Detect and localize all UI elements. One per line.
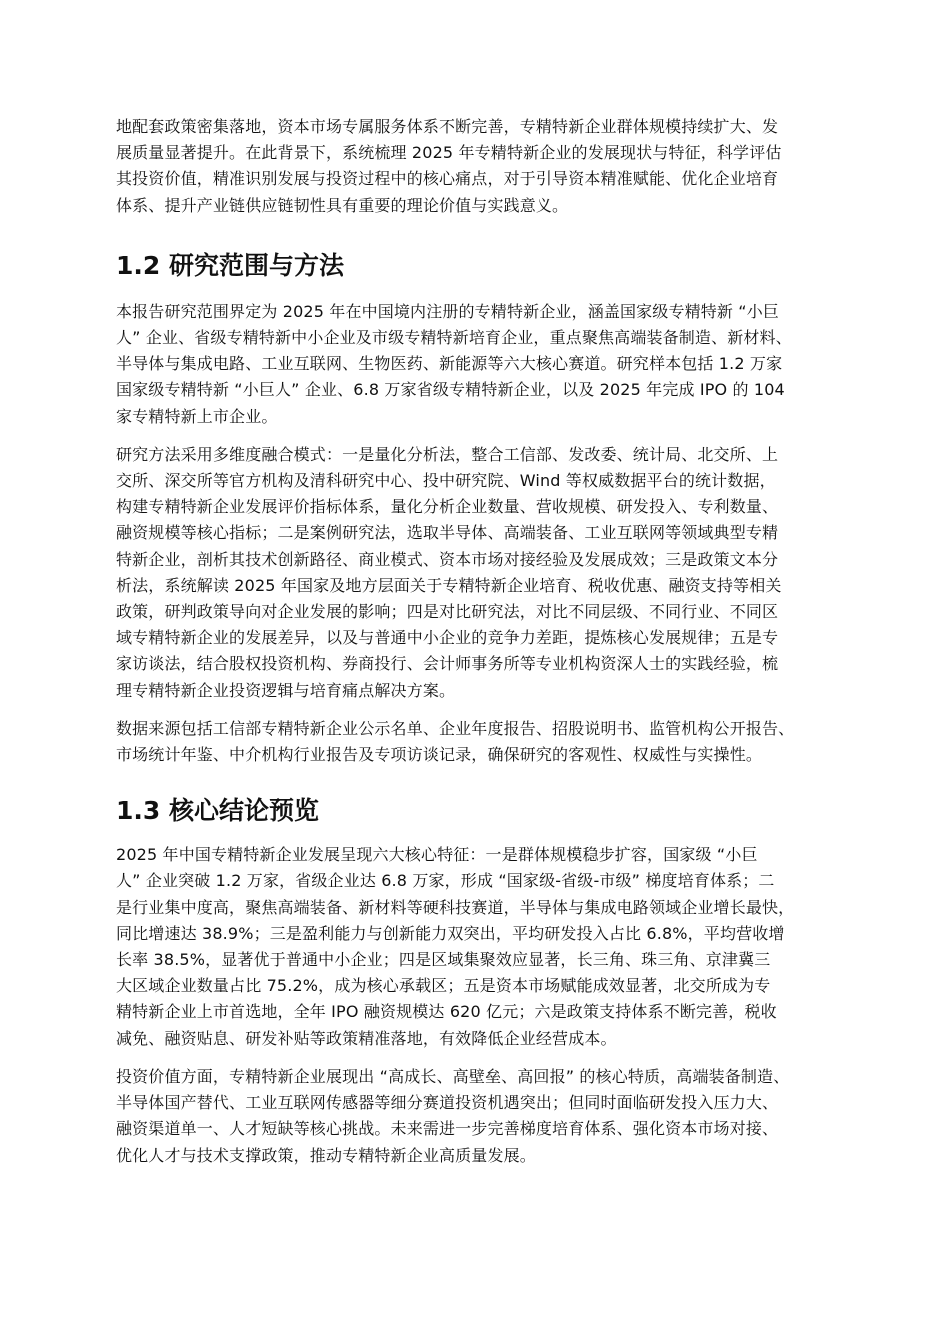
text-line: 特新企业，剖析其技术创新路径、商业模式、资本市场对接经验及发展成效；三是政策文本分 [116, 549, 779, 569]
text-line: 政策，研判政策导向对企业发展的影响；四是对比研究法，对比不同层级、不同行业、不同区 [116, 602, 779, 622]
text-line: 本报告研究范围界定为 2025 年在中国境内注册的专精特新企业，涵盖国家级专精特新 “小巨 [116, 301, 780, 321]
section-heading-1-3: 1.3 核心结论预览 [116, 796, 319, 826]
text-line: 精特新企业上市首选地，全年 IPO 融资规模达 620 亿元；六是政策支持体系不断完善，税收 [116, 1002, 777, 1022]
text-line: 理专精特新企业投资逻辑与培育痛点解决方案。 [116, 680, 456, 700]
text-line: 融资渠道单一、人才短缺等核心挑战。未来需进一步完善梯度培育体系、强化资本市场对接、 [116, 1119, 779, 1139]
text-line: 是行业集中度高，聚焦高端装备、新材料等硬科技赛道，半导体与集成电路领域企业增长最快， [116, 897, 795, 917]
text-line: 2025 年中国专精特新企业发展呈现六大核心特征：一是群体规模稳步扩容，国家级 “小巨 [116, 845, 758, 865]
text-line: 其投资价值，精准识别发展与投资过程中的核心痛点，对于引导资本精准赋能、优化企业培育 [116, 169, 779, 189]
text-line: 同比增速达 38.9%；三是盈利能力与创新能力双突出，平均研发投入占比 6.8%，平均营收增 [116, 923, 785, 943]
text-line: 大区域企业数量占比 75.2%，成为核心承载区；五是资本市场赋能成效显著，北交所成为专 [116, 976, 771, 996]
section-heading-1-2: 1.2 研究范围与方法 [116, 250, 344, 280]
text-line: 研究方法采用多维度融合模式：一是量化分析法，整合工信部、发改委、统计局、北交所、上 [116, 444, 779, 464]
text-line: 人” 企业突破 1.2 万家，省级企业达 6.8 万家，形成 “国家级-省级-市级” 梯度培育体系；二 [116, 871, 775, 891]
text-line: 融资规模等核心指标；二是案例研究法，选取半导体、高端装备、工业互联网等领域典型专精 [116, 523, 779, 543]
text-line: 展质量显著提升。在此背景下，系统梳理 2025 年专精特新企业的发展现状与特征，科学评估 [116, 143, 782, 163]
text-line: 域专精特新企业的发展差异，以及与普通中小企业的竞争力差距，提炼核心发展规律；五是专 [116, 628, 779, 648]
conclusions-paragraph [116, 842, 850, 1052]
text-line: 家专精特新上市企业。 [116, 406, 278, 426]
text-line: 体系、提升产业链供应链韧性具有重要的理论价值与实践意义。 [116, 195, 569, 215]
text-line: 优化人才与技术支撑政策，推动专精特新企业高质量发展。 [116, 1145, 536, 1165]
text-line: 半导体国产替代、工业互联网传感器等细分赛道投资机遇突出；但同时面临研发投入压力大、 [116, 1093, 779, 1113]
text-line: 地配套政策密集落地，资本市场专属服务体系不断完善，专精特新企业群体规模持续扩大、发 [116, 117, 779, 136]
investment-value-paragraph [116, 1064, 850, 1169]
text-line: 家访谈法，结合股权投资机构、券商投行、会计师事务所等专业机构资深人士的实践经验，梳 [116, 654, 779, 674]
data-sources-paragraph [116, 716, 850, 768]
text-line: 减免、融资贴息、研发补贴等政策精准落地，有效降低企业经营成本。 [116, 1028, 617, 1048]
text-line: 投资价值方面，专精特新企业展现出 “高成长、高壁垒、高回报” 的核心特质，高端装备制造、 [116, 1066, 790, 1086]
intro-paragraph [116, 114, 850, 219]
text-line: 析法，系统解读 2025 年国家及地方层面关于专精特新企业培育、税收优惠、融资支持等相关 [116, 575, 782, 595]
text-line: 交所、深交所等官方机构及清科研究中心、投中研究院、Wind 等权威数据平台的统计数据， [116, 471, 776, 491]
text-line: 国家级专精特新 “小巨人” 企业、6.8 万家省级专精特新企业，以及 2025 年完成 IPO 的 104 [116, 380, 785, 400]
text-line: 人” 企业、省级专精特新中小企业及市级专精特新培育企业，重点聚焦高端装备制造、新材料、 [116, 328, 792, 348]
text-line: 市场统计年鉴、中介机构行业报告及专项访谈记录，确保研究的客观性、权威性与实操性。 [116, 745, 763, 765]
text-line: 长率 38.5%，显著优于普通中小企业；四是区域集聚效应显著，长三角、珠三角、京津冀三 [116, 950, 771, 970]
text-line: 半导体与集成电路、工业互联网、生物医药、新能源等六大核心赛道。研究样本包括 1.2 万家 [116, 354, 783, 374]
methods-paragraph [116, 442, 850, 704]
text-line: 构建专精特新企业发展评价指标体系，量化分析企业数量、营收规模、研发投入、专利数量、 [116, 497, 779, 517]
scope-paragraph [116, 299, 850, 430]
text-line: 数据来源包括工信部专精特新企业公示名单、企业年度报告、招股说明书、监管机构公开报告、 [116, 718, 795, 738]
